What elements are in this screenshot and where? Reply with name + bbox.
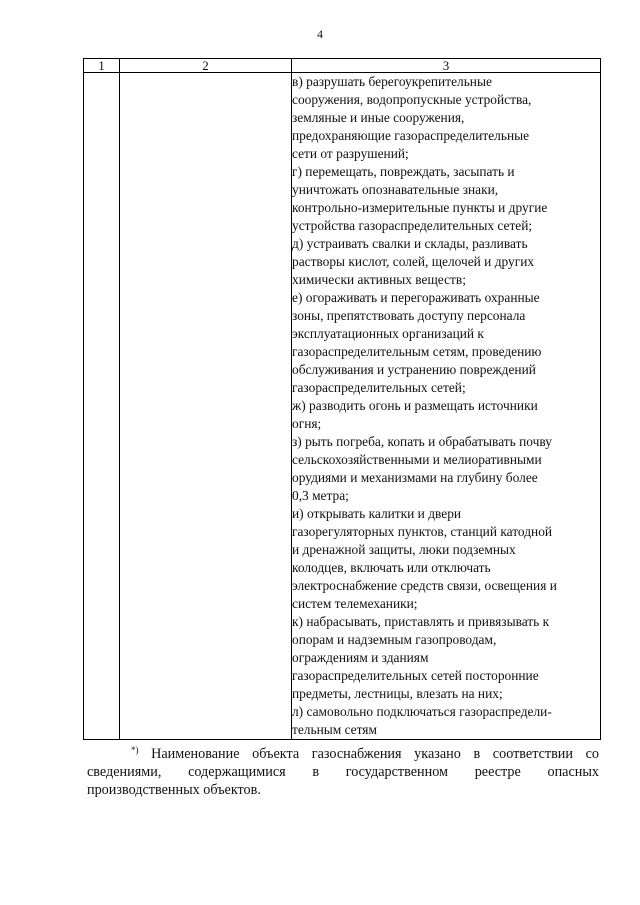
restriction-text-line: сооружения, водопропускные устройства, <box>292 92 532 107</box>
footnote-line-2: сведениями, содержащимися в государственном реестре опасных <box>87 764 599 780</box>
restriction-text-line: газораспределительным сетям, проведению <box>292 344 542 359</box>
restriction-text-line: газораспределительных сетей; <box>292 380 466 395</box>
restriction-text-line: уничтожать опознавательные знаки, <box>292 182 499 197</box>
column-header-2: 2 <box>120 59 292 73</box>
footnote-marker: *) <box>131 745 139 755</box>
restriction-text-line: и дренажной защиты, люки подземных <box>292 542 516 557</box>
restriction-text-line: л) самовольно подключаться газораспредели- <box>292 704 552 719</box>
restriction-text-line: зоны, препятствовать доступу персонала <box>292 308 526 323</box>
restriction-text-line: 0,3 метра; <box>292 488 349 503</box>
restriction-text-line: земляные и иные сооружения, <box>292 110 465 125</box>
restriction-text-line: г) перемещать, повреждать, засыпать и <box>292 164 515 179</box>
restriction-text-line: огня; <box>292 416 322 431</box>
footnote-text-1: Наименование объекта газоснабжения указано в соответствии со <box>151 746 599 762</box>
restriction-text-line: предохраняющие газораспределительные <box>292 128 530 143</box>
restriction-text-line: ж) разводить огонь и размещать источники <box>292 398 538 413</box>
restriction-text-line: систем телемеханики; <box>292 596 418 611</box>
restriction-text-line: сети от разрушений; <box>292 146 409 161</box>
restriction-text-line: контрольно-измерительные пункты и другие <box>292 200 548 215</box>
footnote-line-3: производственных объектов. <box>87 782 261 798</box>
restriction-text-line: к) набрасывать, приставлять и привязывать к <box>292 614 550 629</box>
restriction-text-line: д) устраивать свалки и склады, разливать <box>292 236 528 251</box>
restriction-text-line: электроснабжение средств связи, освещения и <box>292 578 557 593</box>
footnote <box>87 741 599 799</box>
restriction-text-line: химически активных веществ; <box>292 272 466 287</box>
page-number: 4 <box>317 27 323 41</box>
restriction-text-line: опорам и надземным газопроводам, <box>292 632 497 647</box>
column-header-1: 1 <box>84 59 120 73</box>
restriction-text-line: тельным сетям <box>292 722 377 737</box>
restriction-text-line: растворы кислот, солей, щелочей и других <box>292 254 535 269</box>
footnote-line-1 <box>87 741 599 763</box>
restrictions-list <box>292 73 600 739</box>
restriction-text-line: в) разрушать берегоукрепительные <box>292 74 492 89</box>
table-cell-col2 <box>120 73 292 740</box>
document-table <box>83 58 601 740</box>
restriction-text-line: е) огораживать и перегораживать охранные <box>292 290 540 305</box>
column-header-3: 3 <box>292 59 601 73</box>
restriction-text-line: сельскохозяйственными и мелиоративными <box>292 452 542 467</box>
table-cell-col3 <box>292 73 601 740</box>
restriction-text-line: и) открывать калитки и двери <box>292 506 462 521</box>
restriction-text-line: устройства газораспределительных сетей; <box>292 218 533 233</box>
table-row <box>84 73 601 740</box>
restriction-text-line: газорегуляторных пунктов, станций катодной <box>292 524 553 539</box>
restriction-text-line: ограждениям и зданиям <box>292 650 429 665</box>
restriction-text-line: орудиями и механизмами на глубину более <box>292 470 538 485</box>
restriction-text-line: колодцев, включать или отключать <box>292 560 491 575</box>
restriction-text-line: предметы, лестницы, влезать на них; <box>292 686 503 701</box>
restriction-text-line: газораспределительных сетей посторонние <box>292 668 539 683</box>
restriction-text-line: эксплуатационных организаций к <box>292 326 484 341</box>
table-header-row <box>84 59 601 73</box>
restriction-text-line: обслуживания и устранению повреждений <box>292 362 536 377</box>
table-cell-col1 <box>84 73 120 740</box>
restriction-text-line: з) рыть погреба, копать и обрабатывать почву <box>292 434 552 449</box>
